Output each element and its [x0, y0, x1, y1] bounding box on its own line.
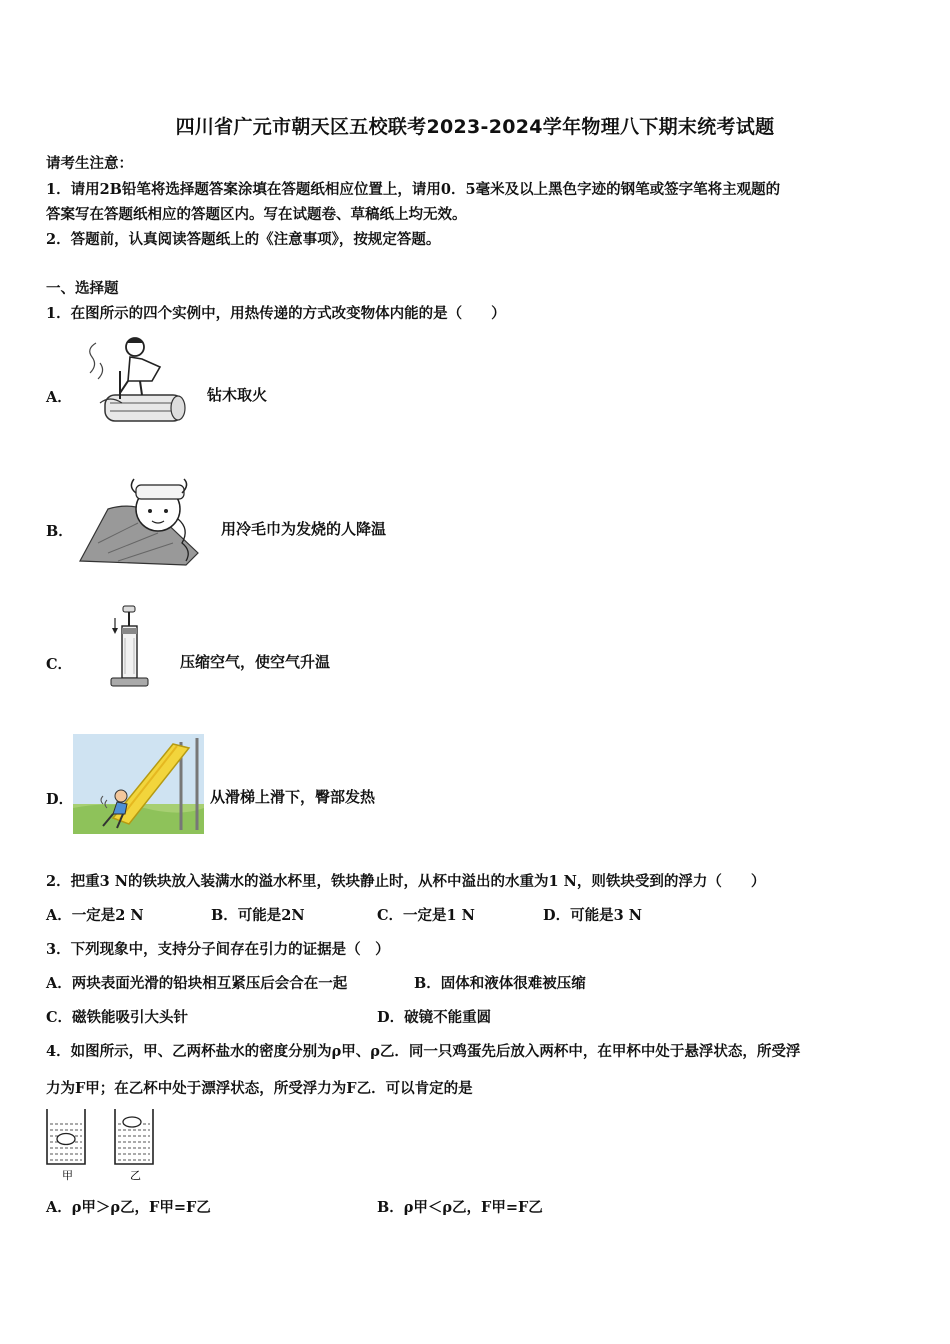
q1-option-c-text: 压缩空气，使空气升温	[180, 653, 331, 671]
question-1-stem: 1．在图所示的四个实例中，用热传递的方式改变物体内能的是（ ）	[46, 305, 506, 322]
drilling-wood-icon	[80, 333, 195, 433]
q2-option-a: A．一定是2 N	[46, 907, 144, 924]
q2-option-b: B．可能是2N	[211, 907, 305, 924]
question-4-stem-line-1: 4．如图所示，甲、乙两杯盐水的密度分别为ρ甲、ρ乙．同一只鸡蛋先后放入两杯中，在甲杯中处于悬浮状态，所受浮	[46, 1043, 801, 1060]
q1-option-b-text: 用冷毛巾为发烧的人降温	[221, 520, 387, 538]
q1-option-d-text: 从滑梯上滑下，臀部发热	[210, 788, 376, 806]
cold-towel-icon	[78, 473, 213, 568]
q3-option-a: A．两块表面光滑的铅块相互紧压后会合在一起	[46, 975, 348, 992]
q2-option-c: C．一定是1 N	[377, 907, 475, 924]
q3-option-b: B．固体和液体很难被压缩	[414, 975, 586, 992]
question-2-stem: 2．把重3 N的铁块放入装满水的溢水杯里，铁块静止时，从杯中溢出的水重为1 N，则铁块受到的浮力（ ）	[46, 873, 766, 890]
q2-option-d: D．可能是3 N	[543, 907, 642, 924]
page-title: 四川省广元市朝天区五校联考2023-2024学年物理八下期末统考试题	[175, 116, 775, 138]
notice-heading: 请考生注意：	[46, 155, 133, 172]
q1-option-a-letter: A．	[46, 389, 72, 406]
notice-item-1-line-2: 答案写在答题纸相应的答题区内。写在试题卷、草稿纸上均无效。	[46, 206, 467, 223]
beaker-label-jia: 甲	[62, 1169, 73, 1182]
question-4-stem-line-2: 力为F甲；在乙杯中处于漂浮状态，所受浮力为F乙．可以肯定的是	[46, 1080, 473, 1097]
notice-item-1-line-1: 1．请用2B铅笔将选择题答案涂填在答题纸相应位置上，请用0．5毫米及以上黑色字迹的钢笔或签字笔将主观题的	[46, 181, 781, 198]
beakers-figure	[44, 1106, 169, 1182]
q1-option-b-letter: B．	[46, 523, 73, 540]
q4-option-a: A．ρ甲＞ρ乙，F甲=F乙	[46, 1199, 211, 1216]
beaker-label-yi: 乙	[130, 1169, 141, 1182]
beaker-yi-icon	[115, 1109, 153, 1164]
slide-icon	[73, 734, 204, 834]
q1-option-d-letter: D．	[46, 791, 74, 808]
question-3-stem: 3．下列现象中，支持分子间存在引力的证据是（ ）	[46, 941, 390, 958]
notice-item-2: 2．答题前，认真阅读答题纸上的《注意事项》，按规定答题。	[46, 231, 441, 248]
q3-option-c: C．磁铁能吸引大头针	[46, 1009, 189, 1026]
air-pump-icon	[103, 604, 153, 696]
q3-option-d: D．破镜不能重圆	[377, 1009, 492, 1026]
beaker-jia-icon	[47, 1109, 85, 1164]
q1-option-a-text: 钻木取火	[207, 386, 268, 404]
q1-option-c-letter: C．	[46, 656, 73, 673]
section-heading: 一、选择题	[46, 280, 119, 297]
q4-option-b: B．ρ甲＜ρ乙，F甲=F乙	[377, 1199, 543, 1216]
